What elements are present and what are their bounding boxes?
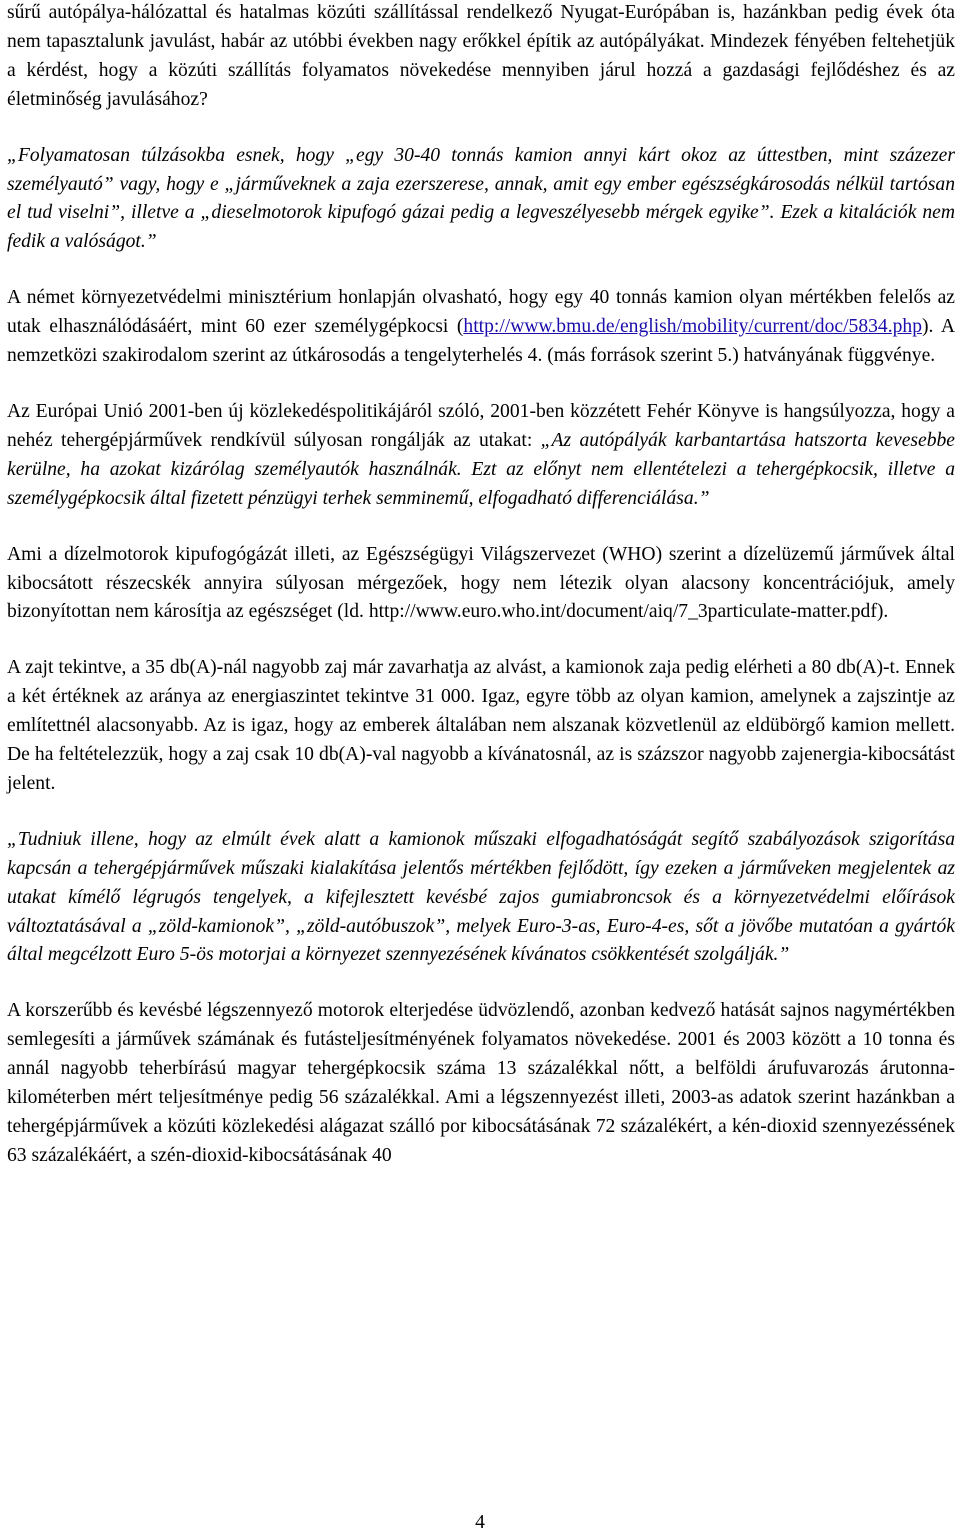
paragraph-4: Ami a dízelmotorok kipufogógázát illeti, az Egészségügyi Világszervezet (WHO) szerint a dízelüzemű járművek által kibocsátott részecskék annyira súlyosan mérgezőek, hogy nem létezik olyan alacsony koncentrációjuk, amely bizonyítottan nem károsítja az egészséget (ld. http://www.euro.who.int/document/aiq/7_3particulate-matter.pdf). [7, 543, 955, 623]
quote-paragraph-1: „Folyamatosan túlzásokba esnek, hogy „egy 30-40 tonnás kamion annyi kárt okoz az úttestben, mint százezer személyautó” vagy, hogy e „járműveknek a zaja ezerszerese, annak, amit egy ember egészségkárosodás nélkül tartósan el tud viselni”, illetve a „dieselmotorok kipufogó gázai pedig a legveszélyesebb mérgek egyike”. Ezek a kitalációk nem fedik a valóságot.” [7, 144, 955, 253]
quote-paragraph-2: „Tudniuk illene, hogy az elmúlt évek alatt a kamionok műszaki elfogadhatóságát segítő szabályozások szigorítása kapcsán a tehergépjárművek műszaki kialakítása jelentős mértékben fejlődött, így ezeken a járműveken megjelentek az utakat kímélő légrugós tengelyek, a kifejlesztett kevésbé zajos gumiabroncsok és a környezetvédelmi előírások változtatásával a „zöld-kamionok”, „zöld-autóbuszok”, melyek Euro-3-as, Euro-4-es, sőt a jövőbe mutatóan a gyártók által megcélzott Euro 5-ös motorjai a környezet szennyezésének kívánatos csökkentését szolgálják.” [7, 828, 955, 966]
paragraph-3-quote: „Az autópályák karbantartása hatszorta kevesebbe kerülne, ha azokat kizárólag személyautók használnák. Ezt az előnyt nem ellentételezi a tehergépkocsik, illetve a személygépkocsik által fizetett pénzügyi terhek semminemű, elfogadható differenciálása.” [7, 429, 955, 509]
paragraph-3-text: Az Európai Unió 2001-ben új közlekedéspolitikájáról szóló, 2001-ben közzétett Fehér Könyve is hangsúlyozza, hogy a nehéz tehergépjárművek rendkívül súlyosan rongálják az utakat: [7, 400, 955, 451]
paragraph-6: A korszerűbb és kevésbé légszennyező motorok elterjedése üdvözlendő, azonban kedvező hatását sajnos nagymértékben semlegesíti a járművek számának és futásteljesítményének folyamatos növekedése. 2001 és 2003 között a 10 tonna és annál nagyobb teherbírású magyar tehergépkocsik száma 13 százalékkal nőtt, a belföldi árufuvarozás árutonna-kilométerben mért teljesítménye pedig 56 százalékkal. Ami a légszennyezést illeti, 2003-as adatok szerint hazánkban a tehergépjárművek a közúti közlekedési alágazat szálló por kibocsátásának 72 százalékért, a kén-dioxid szennyezéssének 63 százalékáért, a szén-dioxid-kibocsátásának 40 [7, 1000, 955, 1166]
paragraph-5: A zajt tekintve, a 35 db(A)-nál nagyobb zaj már zavarhatja az alvást, a kamionok zaja pedig elérheti a 80 db(A)-t. Ennek a két értéknek az aránya az energiaszintet tekintve 31 000. Igaz, egyre több az olyan kamion, amelynek a zajszintje az említettnél alacsonyabb. Az is igaz, hogy az emberek általában nem alszanak közvetlenül az eldübörgő kamion mellett. De ha feltételezzük, hogy a zaj csak 10 db(A)-val nagyobb a kívánatosnál, az is százszor nagyobb zajenergia-kibocsátást jelent. [7, 657, 955, 794]
paragraph-2 [7, 284, 955, 371]
paragraph-2-text-after: ). A nemzetközi szakirodalom szerint az útkárosodás a tengelyterhelés 4. (más források szerint 5.) hatványának függvénye. [7, 316, 956, 367]
bmu-link[interactable]: http://www.bmu.de/english/mobility/current/doc/5834.php [463, 316, 922, 338]
page-number: 4 [475, 1512, 485, 1533]
paragraph-1: sűrű autópálya-hálózattal és hatalmas közúti szállítással rendelkező Nyugat-Európában is, hazánkban pedig évek óta nem tapasztalunk javulást, habár az utóbbi években nagy erőkkel építik az autópályákat. Mindezek fényében feltehetjük a kérdést, hogy a közúti szállítás folyamatos növekedése mennyiben járul hozzá a gazdasági fejlődéshez és az életminőség javulásához? [7, 2, 955, 110]
document-page [7, 0, 955, 1198]
paragraph-2-text-before: A német környezetvédelmi minisztérium honlapján olvasható, hogy egy 40 tonnás kamion olyan mértékben felelős az utak elhasználódásáért, mint 60 ezer személygépkocsi ( [7, 287, 955, 338]
paragraph-3 [7, 398, 955, 514]
